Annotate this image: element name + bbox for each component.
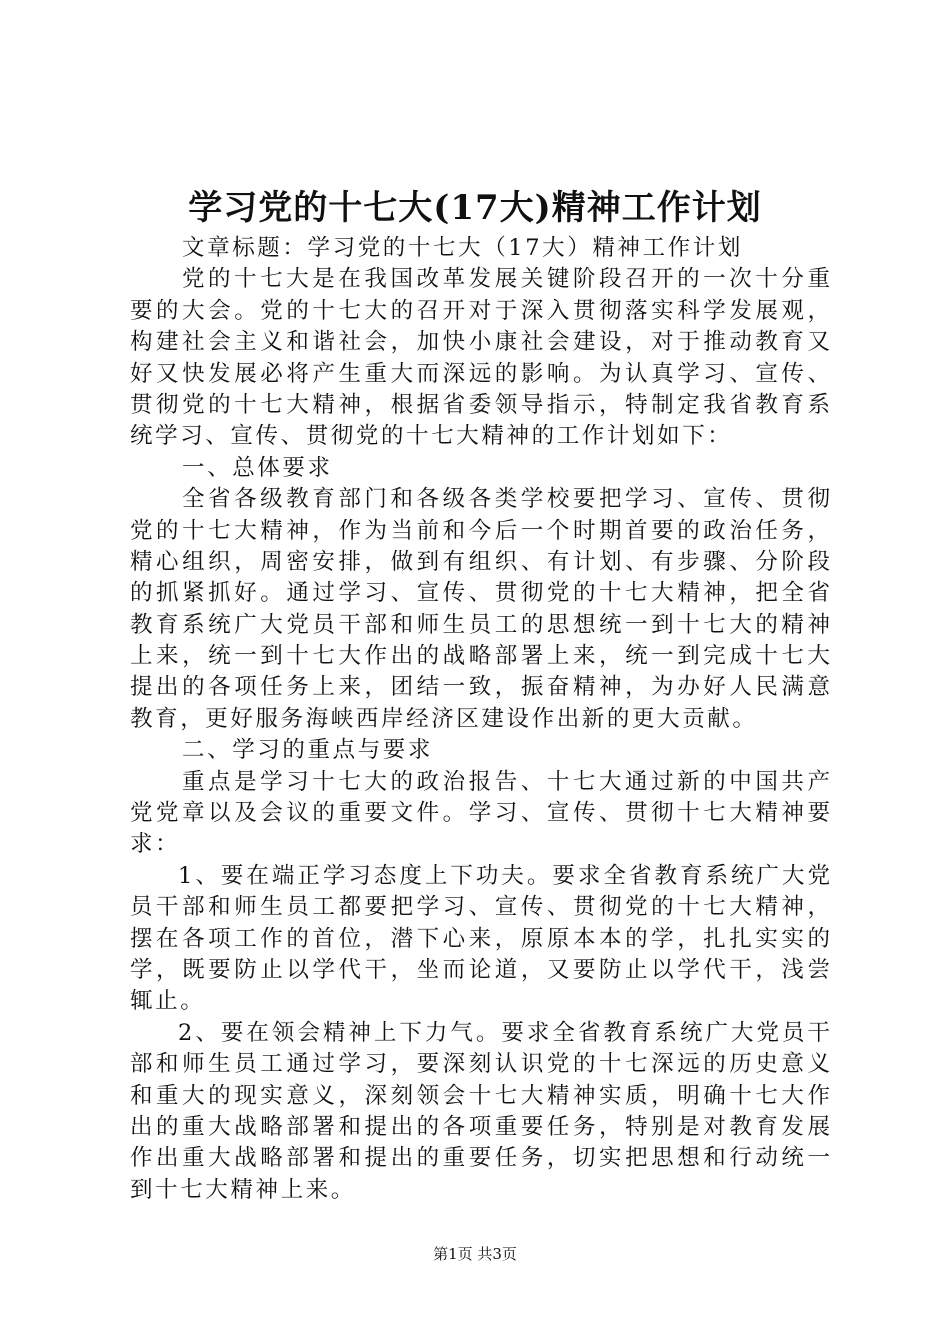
text-line: 统学习、宣传、贯彻党的十七大精神的工作计划如下： (130, 423, 733, 450)
text-line: 好又快发展必将产生重大而深远的影响。为认真学习、宣传、 (130, 360, 830, 387)
text-line: 二、学习的重点与要求 (182, 737, 434, 764)
text-line: 重点是学习十七大的政治报告、十七大通过新的中国共产 (182, 768, 830, 795)
text-line: 上来，统一到十七大作出的战略部署上来，统一到完成十七大 (130, 643, 830, 670)
text-line: 一、总体要求 (182, 454, 333, 481)
text-line: 部和师生员工通过学习，要深刻认识党的十七深远的历史意义 (130, 1051, 830, 1078)
text-line: 2、要在领会精神上下力气。要求全省教育系统广大党员干 (178, 1019, 830, 1046)
text-line: 出的重大战略部署和提出的各项重要任务，特别是对教育发展 (130, 1113, 830, 1140)
text-line: 学，既要防止以学代干，坐而论道，又要防止以学代干，浅尝 (130, 956, 830, 983)
text-line: 党党章以及会议的重要文件。学习、宣传、贯彻十七大精神要 (130, 800, 830, 827)
text-line: 作出重大战略部署和提出的重要任务，切实把思想和行动统一 (130, 1145, 830, 1172)
text-line: 文章标题：学习党的十七大（17大）精神工作计划 (182, 235, 743, 261)
text-line: 到十七大精神上来。 (130, 1176, 356, 1203)
text-line: 的抓紧抓好。通过学习、宣传、贯彻党的十七大精神，把全省 (130, 580, 830, 607)
text-line: 和重大的现实意义，深刻领会十七大精神实质，明确十七大作 (130, 1082, 830, 1109)
text-line: 1、要在端正学习态度上下功夫。要求全省教育系统广大党 (178, 862, 830, 889)
text-line: 提出的各项任务上来，团结一致，振奋精神，为办好人民满意 (130, 674, 830, 701)
page-footer: 第1页 共3页 (433, 1245, 517, 1263)
text-line: 贯彻党的十七大精神，根据省委领导指示，特制定我省教育系 (130, 391, 830, 418)
text-line: 摆在各项工作的首位，潜下心来，原原本本的学，扎扎实实的 (130, 925, 830, 952)
text-line: 党的十七大精神，作为当前和今后一个时期首要的政治任务， (130, 517, 830, 544)
text-line: 全省各级教育部门和各级各类学校要把学习、宣传、贯彻 (182, 486, 830, 513)
document-title: 学习党的十七大(17大)精神工作计划 (188, 188, 762, 228)
text-line: 精心组织，周密安排，做到有组织、有计划、有步骤、分阶段 (130, 548, 830, 575)
text-line: 构建社会主义和谐社会，加快小康社会建设，对于推动教育又 (130, 329, 830, 356)
text-line: 辄止。 (130, 988, 206, 1015)
text-line: 教育系统广大党员干部和师生员工的思想统一到十七大的精神 (130, 611, 830, 638)
text-line: 要的大会。党的十七大的召开对于深入贯彻落实科学发展观， (130, 297, 830, 324)
document-body (130, 233, 830, 1206)
text-line: 求： (130, 831, 181, 858)
text-line: 教育，更好服务海峡西岸经济区建设作出新的更大贡献。 (130, 705, 758, 732)
text-line: 党的十七大是在我国改革发展关键阶段召开的一次十分重 (182, 266, 830, 293)
text-line: 员干部和师生员工都要把学习、宣传、贯彻党的十七大精神， (130, 894, 830, 921)
